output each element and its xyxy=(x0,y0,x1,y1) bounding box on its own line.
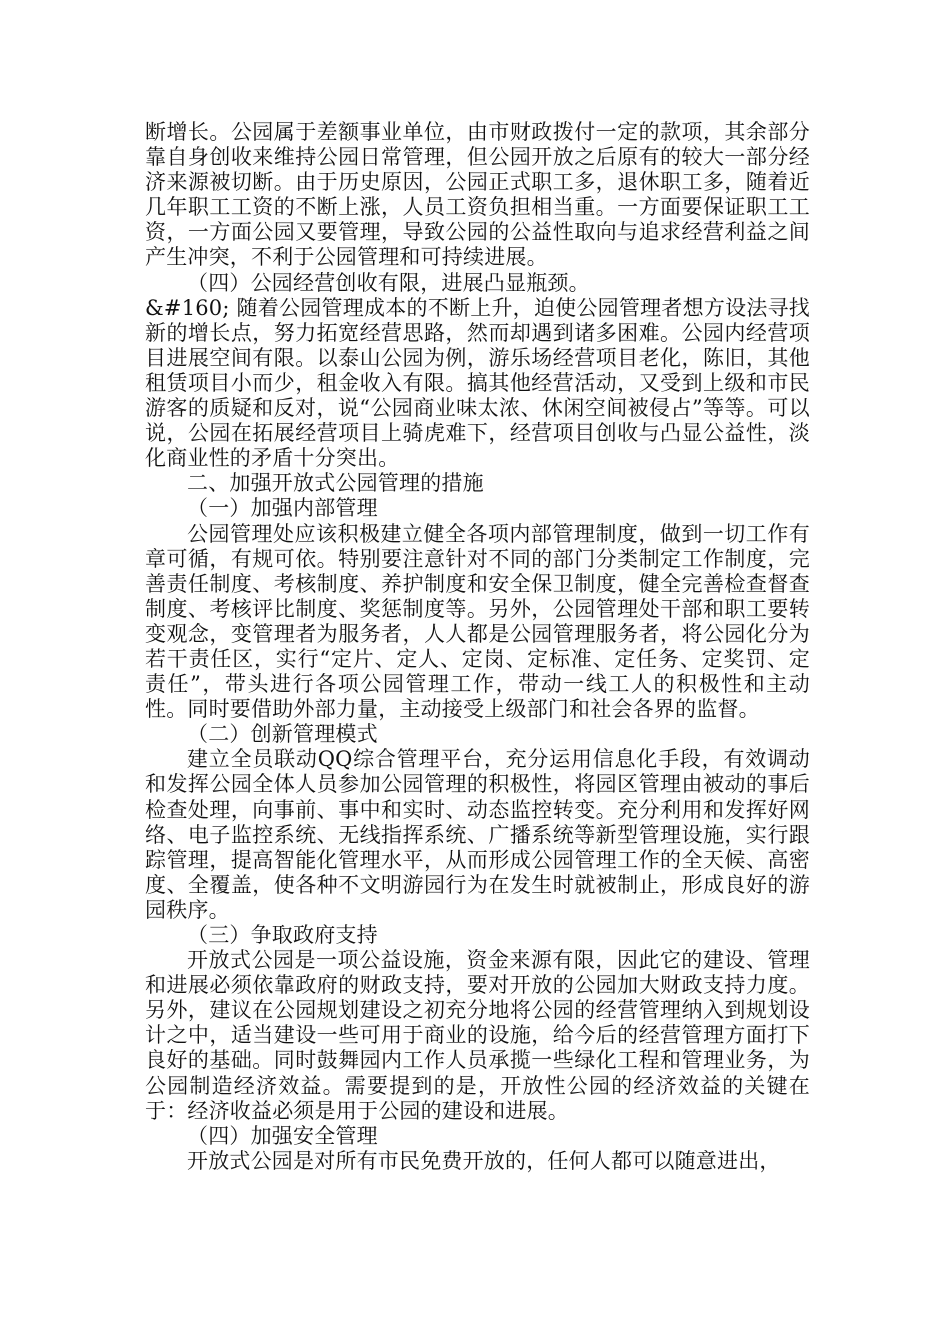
section-heading-measures: 二、加强开放式公园管理的措施 xyxy=(187,471,484,496)
paragraph-internal-management: 公园管理处应该积极建立健全各项内部管理制度，做到一切工作有章可循，有规可依。特别要注意针对不同的部门分类制定工作制度，完善责任制度、考核制度、养护制度和安全保卫制度，健全完善检查督查制度、考核评比制度、奖惩制度等。另外，公园管理处干部和职工要转变观念，变管理者为服务者，人人都是公园管理服务者，将公园化分为若干责任区，实行“定片、定人、定岗、定标准、定任务、定奖罚、定责任”，带头进行各项公园管理工作，带动一线工人的积极性和主动性。同时要借助外部力量，主动接受上级部门和社会各界的监督。 xyxy=(145,521,810,722)
subheading-4-revenue: （四）公园经营创收有限，进展凸显瓶颈。 xyxy=(187,270,590,295)
document-page xyxy=(145,120,810,1174)
paragraph-cost-burden: 断增长。公园属于差额事业单位，由市财政拨付一定的款项，其余部分靠自身创收来维持公园日常管理，但公园开放之后原有的较大一部分经济来源被切断。由于历史原因，公园正式职工多，退休职工多，随着近几年职工工资的不断上涨，人员工资负担相当重。一方面要保证职工工资，一方面公园又要管理，导致公园的公益性取向与追求经营利益之间产生冲突，不利于公园管理和可持续进展。 xyxy=(145,120,810,270)
paragraph-revenue-limits: &#160; 随着公园管理成本的不断上升，迫使公园管理者想方设法寻找新的增长点，努力拓宽经营思路，然而却遇到诸多困难。公园内经营项目进展空间有限。以泰山公园为例，游乐场经营项目老化，陈旧，其他租赁项目小而少，租金收入有限。搞其他经营活动，又受到上级和市民游客的质疑和反对，说“公园商业味太浓、休闲空间被侵占”等等。可以说，公园在拓展经营项目上骑虎难下，经营项目创收与凸显公益性，淡化商业性的矛盾十分突出。 xyxy=(145,295,810,471)
subheading-1-internal: （一）加强内部管理 xyxy=(187,496,378,521)
subheading-3-government: （三）争取政府支持 xyxy=(187,923,378,947)
subheading-4-safety: （四）加强安全管理 xyxy=(187,1123,378,1148)
subheading-2-innovation: （二）创新管理模式 xyxy=(187,722,378,747)
paragraph-government-support: 开放式公园是一项公益设施，资金来源有限，因此它的建设、管理和进展必须依靠政府的财政支持，要对开放的公园加大财政支持力度。另外，建议在公园规划建设之初充分地将公园的经营管理纳入到规划设计之中，适当建设一些可用于商业的设施，给今后的经营管理方面打下良好的基础。同时鼓舞园内工作人员承揽一些绿化工程和管理业务，为公园制造经济效益。需要提到的是，开放性公园的经济效益的关键在于：经济收益必须是用于公园的建设和进展。 xyxy=(145,948,810,1123)
paragraph-innovation: 建立全员联动QQ综合管理平台，充分运用信息化手段，有效调动和发挥公园全体人员参加公园管理的积极性，将园区管理由被动的事后检查处理，向事前、事中和实时、动态监控转变。充分利用和发挥好网络、电子监控系统、无线指挥系统、广播系统等新型管理设施，实行跟踪管理，提高智能化管理水平，从而形成公园管理工作的全天候、高密度、全覆盖，使各种不文明游园行为在发生时就被制止，形成良好的游园秩序。 xyxy=(145,747,810,922)
paragraph-safety: 开放式公园是对所有市民免费开放的，任何人都可以随意进出， xyxy=(187,1148,781,1173)
